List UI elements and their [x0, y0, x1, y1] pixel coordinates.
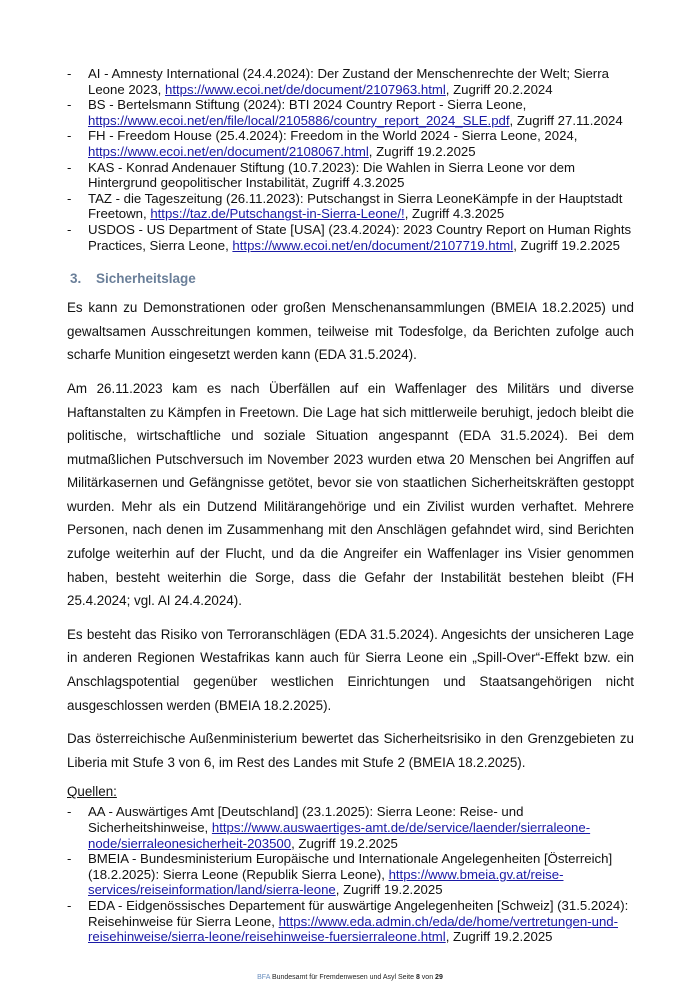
list-dash: - [67, 66, 72, 81]
reference-list-top [67, 66, 634, 253]
reference-text: USDOS - US Department of State [USA] (23.4.2024): 2023 Country Report on Human Rights Practices, Sierra Leone, [88, 221, 632, 253]
section-title: Sicherheitslage [96, 271, 196, 287]
reference-access-date: , Zugriff 19.2.2025 [513, 237, 620, 253]
reference-list-sources [67, 804, 634, 944]
reference-link[interactable]: https://www.ecoi.net/en/document/2108067.html [88, 143, 369, 159]
page-total: 29 [435, 973, 443, 981]
reference-text: BS - Bertelsmann Stiftung (2024): BTI 2024 Country Report - Sierra Leone, [88, 97, 527, 113]
list-dash: - [67, 804, 72, 820]
reference-item [67, 66, 634, 97]
sources-label: Quellen: [67, 784, 117, 800]
reference-text: KAS - Konrad Andenauer Stiftung (10.7.2023): Die Wahlen in Sierra Leone vor dem Hintergrund geopolitischer Instabilität, Zugriff 4.3.2025 [88, 159, 576, 191]
page-footer: BFA Bundesamt für Fremdenwesen und Asyl Seite 8 von 29 [257, 973, 443, 981]
page-number: 8 [415, 973, 420, 981]
reference-access-date: , Zugriff 27.11.2024 [509, 112, 623, 128]
reference-item [67, 851, 634, 898]
reference-item [67, 898, 634, 945]
paragraph: Das österreichische Außenministerium bewertet das Sicherheitsrisiko in den Grenzgebieten zu Liberia mit Stufe 3 von 6, im Rest des Landes mit Stufe 2 (BMEIA 18.2.2025). [67, 731, 634, 770]
reference-text: EDA - Eidgenössisches Departement für auswärtige Angelegenheiten [Schweiz] (31.5.2024): Reisehinweise für Sierra Leone, [88, 897, 629, 929]
reference-link[interactable]: https://www.auswaertiges-amt.de/de/service/laender/sierraleone-node/sierraleonesicherheit-203500 [88, 820, 591, 851]
reference-item [67, 160, 634, 191]
list-dash: - [67, 851, 72, 867]
bfa-logo: BFA [257, 973, 270, 981]
list-dash: - [67, 190, 72, 206]
paragraph: Am 26.11.2023 kam es nach Überfällen auf ein Waffenlager des Militärs und diverse Haftanstalten zu Kämpfen in Freetown. Die Lage hat sich mittlerweile beruhigt, jedoch bleibt die politische, wirtschaftliche und soziale Situation angespannt (EDA 31.5.2024). Bei dem mutmaßlichen Putschversuch im November 2023 wurden etwa 20 Menschen bei Angriffen auf Militärkasernen und Gefängnisse getötet, bevor sie von staatlichen Sicherheitskräften gestoppt wurden. Mehr als ein Dutzend Militärangehörige und ein Zivilist wurden verhaftet. Mehrere Personen, nach denen im Zusammenhang mit den Anschlägen gefahndet wird, sind Berichten zufolge weiterhin auf der Flucht, und da die Angreifer ein Waffenlager ins Visier genommen haben, besteht weiterhin die Sorge, dass die Gefahr der Instabilität bestehen bleibt (FH 25.4.2024; vgl. AI 24.4.2024). [67, 380, 634, 609]
section-heading: 3. Sicherheitslage [70, 271, 196, 287]
reference-text: AI - Amnesty International (24.4.2024): Der Zustand der Menschenrechte der Welt; Sierra Leone 2023, [88, 66, 609, 97]
reference-text: FH - Freedom House (25.4.2024): Freedom in the World 2024 - Sierra Leone, 2024, [88, 128, 578, 144]
reference-access-date: , Zugriff 19.2.2025 [368, 143, 476, 159]
reference-text: BMEIA - Bundesministerium Europäische und Internationale Angelegenheiten [Österreich] (18.2.2025): Sierra Leone (Republik Sierra Leone), [88, 851, 613, 882]
reference-text: TAZ - die Tageszeitung (26.11.2023): Putschangst in Sierra LeoneKämpfe in der Hauptstadt Freetown, [88, 190, 623, 222]
reference-item [67, 191, 634, 222]
paragraph: Es besteht das Risiko von Terroranschlägen (EDA 31.5.2024). Angesichts der unsicheren Lage in anderen Regionen Westafrikas kann auch für Sierra Leone ein „Spill-Over“-Effekt bzw. ein Anschlagspotential gegenüber westlichen Einrichtungen und Staatsangehörigen nicht ausgeschlossen werden (BMEIA 18.2.2025). [67, 626, 634, 713]
reference-item [67, 804, 634, 851]
reference-text: AA - Auswärtiges Amt [Deutschland] (23.1.2025): Sierra Leone: Reise- und Sicherheitshinweise, [88, 804, 524, 835]
reference-access-date: , Zugriff 19.2.2025 [335, 882, 443, 898]
reference-link[interactable]: https://www.ecoi.net/de/document/2107963.html [165, 81, 446, 97]
reference-link[interactable]: https://www.bmeia.gv.at/reise-services/reiseinformation/land/sierra-leone [88, 866, 564, 898]
reference-item [67, 128, 634, 159]
paragraph: Es kann zu Demonstrationen oder großen Menschenansammlungen (BMEIA 18.2.2025) und gewaltsamen Ausschreitungen kommen, teilweise mit Todesfolge, da Berichten zufolge auch scharfe Munition eingesetzt werden kann (EDA 31.5.2024). [67, 300, 634, 363]
reference-item [67, 222, 634, 253]
list-dash: - [67, 128, 72, 144]
reference-link[interactable]: https://www.eda.admin.ch/eda/de/home/vertretungen-und-reisehinweise/sierra-leone/reisehinweise-fuersierraleone.html [88, 913, 619, 945]
reference-access-date: , Zugriff 19.2.2025 [291, 835, 398, 851]
reference-access-date: , Zugriff 4.3.2025 [404, 206, 505, 222]
reference-link[interactable]: https://www.ecoi.net/en/document/2107719.html [232, 237, 514, 253]
reference-access-date: , Zugriff 19.2.2025 [445, 929, 553, 945]
list-dash: - [67, 897, 72, 913]
list-dash: - [67, 97, 72, 113]
reference-link[interactable]: https://taz.de/Putschangst-in-Sierra-Leone/! [150, 206, 405, 222]
list-dash: - [67, 221, 72, 237]
list-dash: - [67, 159, 72, 175]
reference-item [67, 97, 634, 128]
reference-access-date: , Zugriff 20.2.2024 [445, 81, 553, 97]
document-page [67, 0, 634, 945]
reference-link[interactable]: https://www.ecoi.net/en/file/local/2105886/country_report_2024_SLE.pdf [88, 112, 510, 128]
